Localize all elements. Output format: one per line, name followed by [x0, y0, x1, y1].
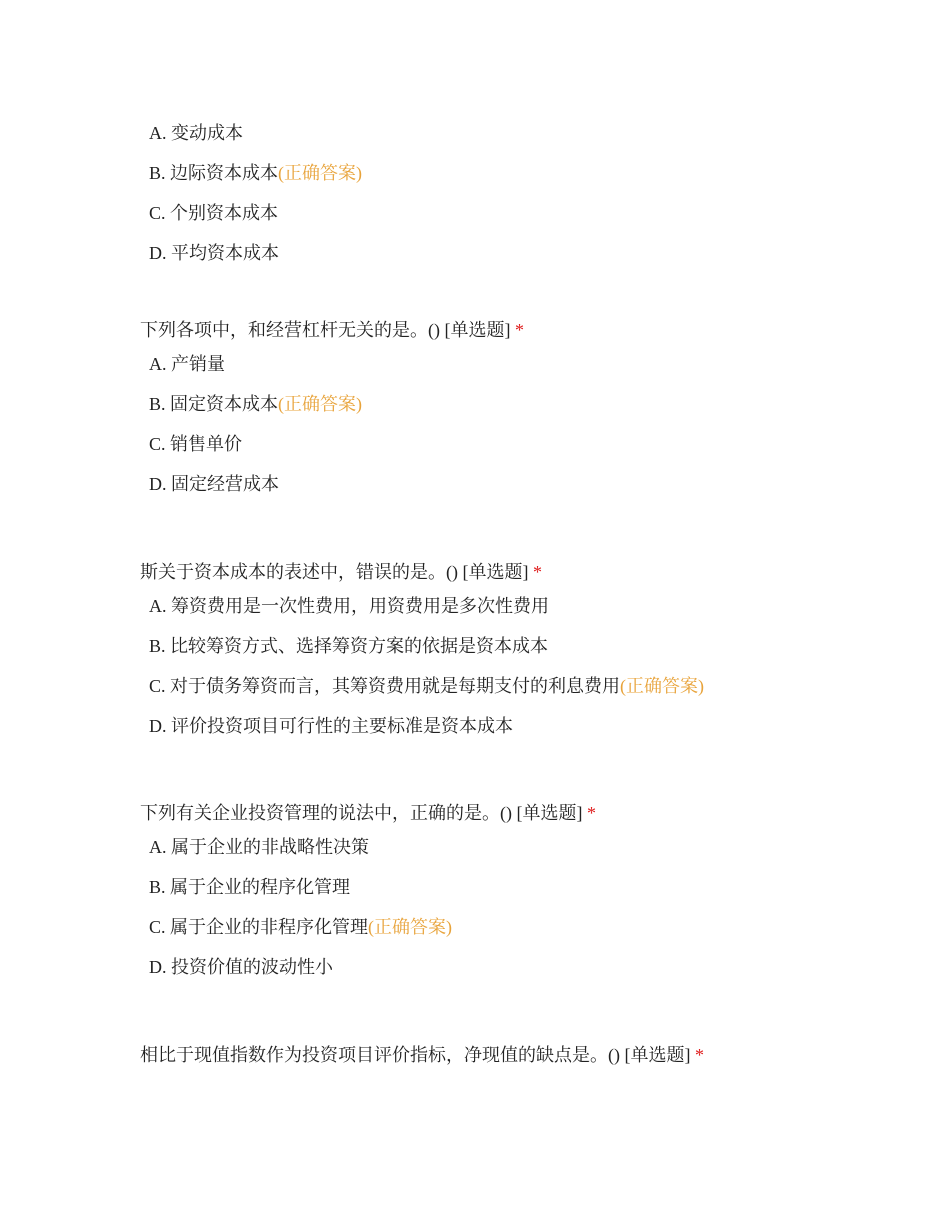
option-letter: A. [149, 354, 167, 374]
question-text: 下列有关企业投资管理的说法中，正确的是。() [单选题] [140, 803, 583, 823]
option-a [149, 121, 900, 145]
option-text: 边际资本成本 [170, 163, 279, 183]
options-list [140, 835, 900, 979]
options-list [140, 352, 900, 496]
option-a [149, 835, 900, 859]
option-text: 变动成本 [171, 123, 243, 143]
question-block-4 [140, 801, 900, 995]
options-list [140, 121, 900, 265]
option-text: 属于企业的非战略性决策 [171, 837, 369, 857]
option-c [149, 201, 900, 225]
option-text: 固定经营成本 [171, 474, 279, 494]
option-letter: D. [149, 474, 167, 494]
option-text: 销售单价 [170, 434, 243, 454]
option-c [149, 674, 900, 698]
option-text: 投资价值的波动性小 [171, 957, 333, 977]
option-text: 评价投资项目可行性的主要标准是资本成本 [171, 716, 513, 736]
option-letter: D. [149, 716, 167, 736]
options-list [140, 594, 900, 738]
option-d [149, 714, 900, 738]
correct-answer-label: (正确答案) [278, 163, 363, 183]
option-c [149, 432, 900, 456]
required-mark: * [586, 803, 596, 823]
option-letter: B. [149, 163, 166, 183]
question-block-5 [140, 1043, 900, 1077]
option-letter: C. [149, 917, 166, 937]
option-text: 属于企业的非程序化管理 [170, 917, 369, 937]
option-letter: B. [149, 877, 166, 897]
option-text: 筹资费用是一次性费用，用资费用是多次性费用 [171, 596, 549, 616]
option-d [149, 472, 900, 496]
option-a [149, 352, 900, 376]
option-letter: D. [149, 957, 167, 977]
option-letter: A. [149, 596, 167, 616]
required-mark: * [514, 320, 524, 340]
option-b [149, 875, 900, 899]
option-b [149, 634, 900, 658]
option-text: 个别资本成本 [170, 203, 279, 223]
option-b [149, 392, 900, 416]
option-text: 固定资本成本 [170, 394, 279, 414]
option-letter: C. [149, 434, 166, 454]
required-mark: * [694, 1045, 704, 1065]
option-letter: C. [149, 203, 166, 223]
option-text: 属于企业的程序化管理 [170, 877, 351, 897]
option-letter: B. [149, 636, 166, 656]
option-c [149, 915, 900, 939]
option-letter: A. [149, 123, 167, 143]
option-a [149, 594, 900, 618]
option-letter: A. [149, 837, 167, 857]
option-letter: B. [149, 394, 166, 414]
question-block-2 [140, 318, 900, 512]
option-letter: D. [149, 243, 167, 263]
question-text: 斯关于资本成本的表述中，错误的是。() [单选题] [140, 562, 529, 582]
option-text: 平均资本成本 [171, 243, 279, 263]
option-letter: C. [149, 676, 166, 696]
option-b [149, 161, 900, 185]
question-text: 相比于现值指数作为投资项目评价指标，净现值的缺点是。() [单选题] [140, 1045, 691, 1065]
question-title [140, 560, 900, 584]
question-title [140, 1043, 900, 1067]
required-mark: * [532, 562, 542, 582]
question-title [140, 801, 900, 825]
correct-answer-label: (正确答案) [278, 394, 363, 414]
question-title [140, 318, 900, 342]
option-d [149, 955, 900, 979]
option-text: 产销量 [171, 354, 225, 374]
option-text: 对于债务筹资而言，其筹资费用就是每期支付的利息费用 [170, 676, 621, 696]
option-d [149, 241, 900, 265]
question-block-3 [140, 560, 900, 754]
option-text: 比较筹资方式、选择筹资方案的依据是资本成本 [170, 636, 549, 656]
correct-answer-label: (正确答案) [368, 917, 453, 937]
correct-answer-label: (正确答案) [620, 676, 705, 696]
question-text: 下列各项中，和经营杠杆无关的是。() [单选题] [140, 320, 511, 340]
question-block-1 [140, 121, 900, 281]
